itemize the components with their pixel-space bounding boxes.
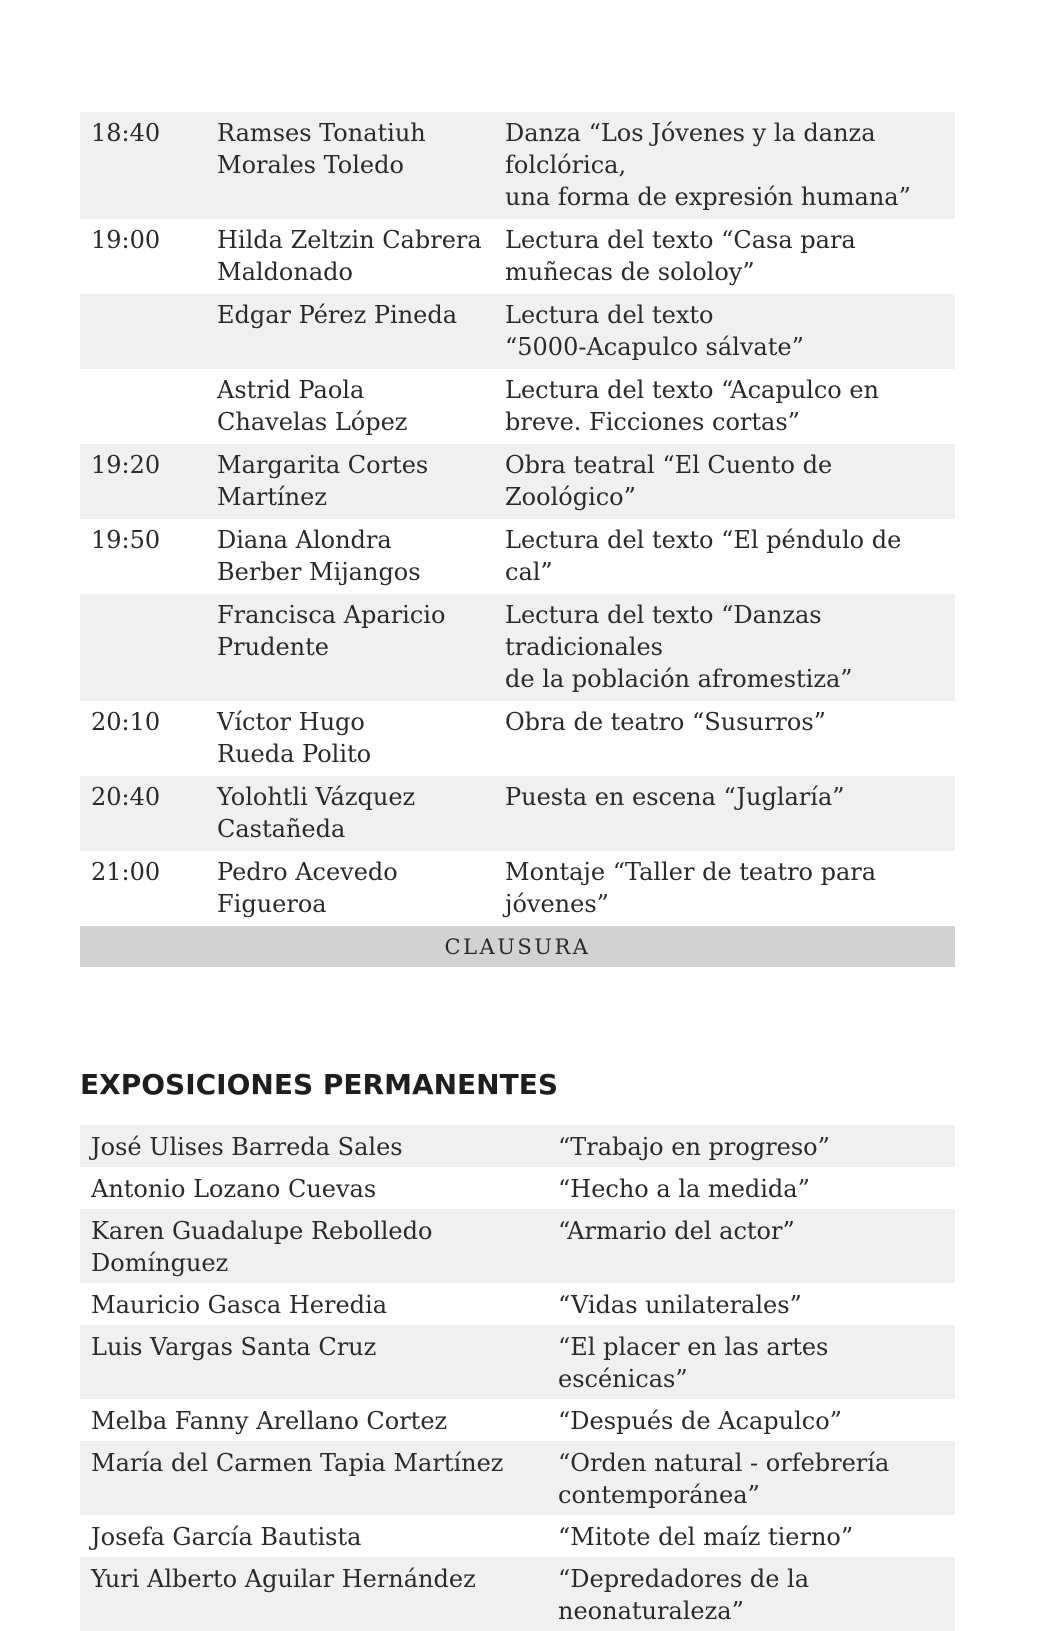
text-line: Berber Mijangos xyxy=(217,558,421,586)
text-line: Ramses Tonatiuh xyxy=(217,119,426,147)
time-cell: 20:10 xyxy=(91,708,161,736)
text-line: “Depredadores de la xyxy=(558,1565,810,1593)
activity-cell xyxy=(505,219,955,294)
presenter-cell xyxy=(217,444,505,519)
text-line: breve. Ficciones cortas” xyxy=(505,408,800,436)
presenter-cell xyxy=(217,294,505,369)
table-row xyxy=(80,1167,955,1209)
activity-cell xyxy=(505,519,955,594)
exhibition-title-cell xyxy=(558,1399,955,1441)
text-line: Astrid Paola xyxy=(217,376,365,404)
text-line: Hilda Zeltzin Cabrera xyxy=(217,226,482,254)
table-row xyxy=(80,1557,955,1631)
text-line: Morales Toledo xyxy=(217,151,404,179)
activity-cell xyxy=(505,294,955,369)
exhibitions-table xyxy=(80,1125,955,1631)
artist-cell: Josefa García Bautista xyxy=(91,1523,362,1551)
activity-cell xyxy=(505,701,955,776)
text-line: “Mitote del maíz tierno” xyxy=(558,1523,854,1551)
text-line: Prudente xyxy=(217,633,329,661)
exhibition-title-cell xyxy=(558,1167,955,1209)
text-line: “Orden natural - orfebrería xyxy=(558,1449,890,1477)
table-row xyxy=(80,1441,955,1515)
text-line: Rueda Polito xyxy=(217,740,372,768)
table-row xyxy=(80,519,955,594)
text-line: “Vidas unilaterales” xyxy=(558,1291,802,1319)
presenter-cell xyxy=(217,219,505,294)
table-row xyxy=(80,594,955,701)
presenter-cell xyxy=(217,369,505,444)
table-row xyxy=(80,851,955,926)
artist-cell: Melba Fanny Arellano Cortez xyxy=(91,1407,448,1435)
time-cell: 21:00 xyxy=(91,858,161,886)
artist-cell: Karen Guadalupe Rebolledo Domínguez xyxy=(80,1209,558,1283)
activity-cell xyxy=(505,369,955,444)
text-line: Margarita Cortes xyxy=(217,451,429,479)
text-line: Edgar Pérez Pineda xyxy=(217,301,458,329)
artist-cell: José Ulises Barreda Sales xyxy=(80,1125,558,1167)
presenter-cell xyxy=(217,851,505,926)
text-line: neonaturaleza” xyxy=(558,1597,744,1625)
text-line: Lectura del texto “Acapulco en xyxy=(505,376,880,404)
text-line: “Trabajo en progreso” xyxy=(558,1133,830,1161)
presenter-cell xyxy=(217,519,505,594)
text-line: Martínez xyxy=(217,483,327,511)
activity-cell xyxy=(505,594,955,701)
text-line: Yolohtli Vázquez xyxy=(217,783,416,811)
artist-cell: Antonio Lozano Cuevas xyxy=(91,1175,377,1203)
time-cell: 18:40 xyxy=(80,112,217,219)
text-line: Víctor Hugo xyxy=(217,708,365,736)
table-row xyxy=(80,1209,955,1283)
exhibition-title-cell xyxy=(558,1209,955,1283)
table-row xyxy=(80,1515,955,1557)
text-line: Obra teatral “El Cuento de Zoológico” xyxy=(505,451,833,511)
text-line: “El placer en las artes escénicas” xyxy=(558,1333,829,1393)
table-row xyxy=(80,112,955,219)
text-line: Diana Alondra xyxy=(217,526,392,554)
time-cell: 19:50 xyxy=(91,526,161,554)
exhibition-title-cell xyxy=(558,1515,955,1557)
table-row xyxy=(80,369,955,444)
activity-cell xyxy=(505,776,955,851)
text-line: Lectura del texto xyxy=(505,301,714,329)
text-line: Obra de teatro “Susurros” xyxy=(505,708,826,736)
artist-cell: Mauricio Gasca Heredia xyxy=(91,1291,388,1319)
text-line: de la población afromestiza” xyxy=(505,665,853,693)
presenter-cell xyxy=(217,594,505,701)
table-row xyxy=(80,294,955,369)
text-line: “Hecho a la medida” xyxy=(558,1175,810,1203)
table-row xyxy=(80,1283,955,1325)
text-line: Montaje “Taller de teatro para jóvenes” xyxy=(505,858,877,918)
presenter-cell xyxy=(217,112,505,219)
exhibition-title-cell xyxy=(558,1125,955,1167)
text-line: Lectura del texto “Casa para xyxy=(505,226,856,254)
artist-cell: Luis Vargas Santa Cruz xyxy=(80,1325,558,1399)
table-row xyxy=(80,1325,955,1399)
exhibition-title-cell xyxy=(558,1557,955,1631)
time-cell xyxy=(80,294,217,369)
time-cell xyxy=(80,594,217,701)
table-row xyxy=(80,1399,955,1441)
text-line: contemporánea” xyxy=(558,1481,760,1509)
text-line: “5000-Acapulco sálvate” xyxy=(505,333,804,361)
text-line: Maldonado xyxy=(217,258,353,286)
text-line: Lectura del texto “Danzas tradicionales xyxy=(505,601,822,661)
program-table xyxy=(80,112,955,926)
artist-cell: Yuri Alberto Aguilar Hernández xyxy=(80,1557,558,1631)
table-row xyxy=(80,701,955,776)
text-line: “Después de Acapulco” xyxy=(558,1407,842,1435)
activity-cell xyxy=(505,851,955,926)
table-row xyxy=(80,1125,955,1167)
text-line: muñecas de sololoy” xyxy=(505,258,755,286)
text-line: Pedro Acevedo Figueroa xyxy=(217,858,398,918)
text-line: “Armario del actor” xyxy=(558,1217,795,1245)
presenter-cell xyxy=(217,701,505,776)
presenter-cell xyxy=(217,776,505,851)
artist-cell: María del Carmen Tapia Martínez xyxy=(80,1441,558,1515)
section-title: EXPOSICIONES PERMANENTES xyxy=(80,1068,558,1101)
text-line: Danza “Los Jóvenes y la danza folclórica, xyxy=(505,119,876,179)
page xyxy=(80,112,955,1631)
exhibition-title-cell xyxy=(558,1325,955,1399)
time-cell: 19:20 xyxy=(80,444,217,519)
closing-banner: CLAUSURA xyxy=(80,926,955,967)
time-cell xyxy=(80,369,217,444)
time-cell: 20:40 xyxy=(80,776,217,851)
table-row xyxy=(80,776,955,851)
time-cell: 19:00 xyxy=(91,226,161,254)
text-line: Castañeda xyxy=(217,815,346,843)
activity-cell xyxy=(505,444,955,519)
text-line: Lectura del texto “El péndulo de cal” xyxy=(505,526,902,586)
exhibition-title-cell xyxy=(558,1441,955,1515)
table-row xyxy=(80,444,955,519)
text-line: Puesta en escena “Juglaría” xyxy=(505,783,845,811)
text-line: una forma de expresión humana” xyxy=(505,183,911,211)
table-row xyxy=(80,219,955,294)
text-line: Francisca Aparicio xyxy=(217,601,446,629)
exhibition-title-cell xyxy=(558,1283,955,1325)
text-line: Chavelas López xyxy=(217,408,408,436)
activity-cell xyxy=(505,112,955,219)
